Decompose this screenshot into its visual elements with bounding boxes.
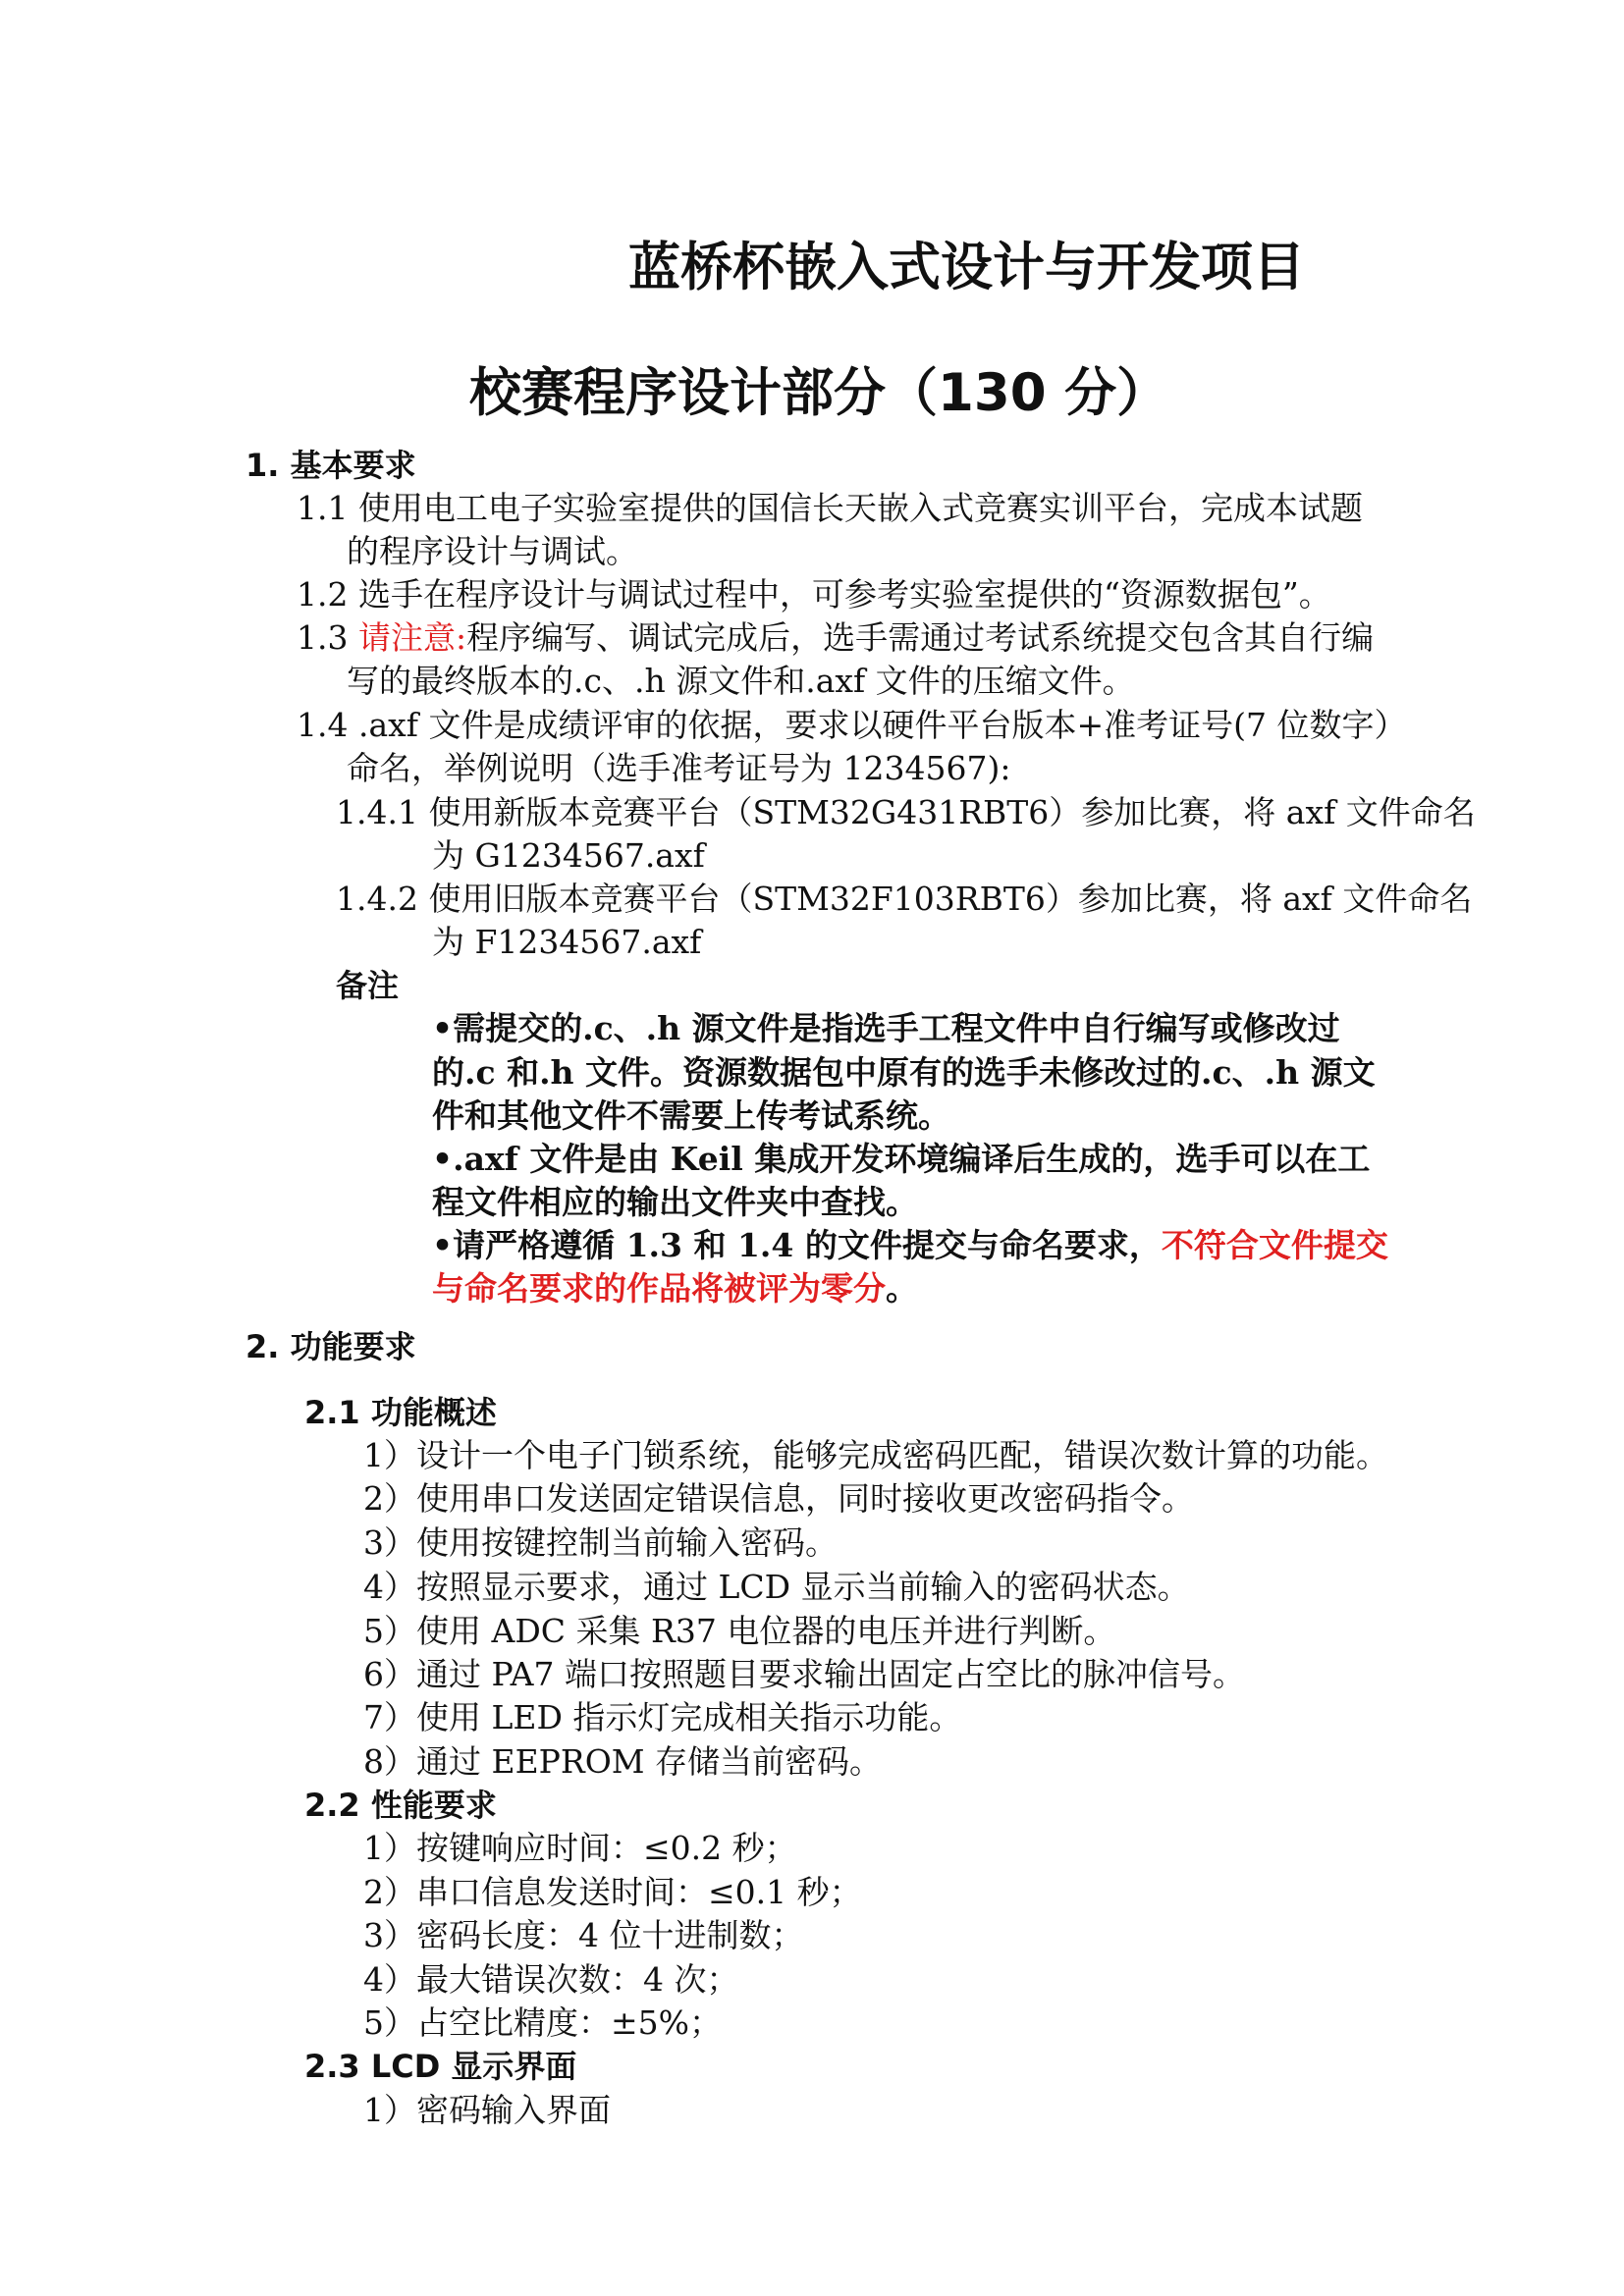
display-item: 1）密码输入界面 [363,2091,611,2129]
item-1-3-number: 1.3 [297,618,358,657]
function-item: 5）使用 ADC 采集 R37 电位器的电压并进行判断。 [363,1612,1116,1650]
remark-3-end: 。 [886,1269,918,1308]
remark-3-line-1 [432,1224,1388,1267]
performance-item: 5）占空比精度：±5%； [363,2003,722,2042]
remark-1-line-3: 件和其他文件不需要上传考试系统。 [432,1096,950,1135]
remark-3-warning: 不符合文件提交 [1161,1226,1388,1264]
subsection-2-2: 2.2 性能要求 [304,1787,497,1824]
item-1-4: 1.4 .axf 文件是成绩评审的依据，要求以硬件平台版本+准考证号(7 位数字） [297,706,1407,744]
function-item: 8）通过 EEPROM 存储当前密码。 [363,1742,883,1781]
item-1-2: 1.2 选手在程序设计与调试过程中，可参考实验室提供的“资源数据包”。 [297,575,1331,614]
item-1-4-2-cont: 为 F1234567.axf [432,923,702,961]
function-item: 4）按照显示要求，通过 LCD 显示当前输入的密码状态。 [363,1568,1190,1606]
attention-note: 请注意: [357,618,467,657]
remark-heading: 备注 [336,967,400,1004]
function-item: 2）使用串口发送固定错误信息，同时接收更改密码指令。 [363,1479,1194,1518]
function-item: 6）通过 PA7 端口按照题目要求输出固定占空比的脉冲信号。 [363,1655,1245,1693]
performance-item: 2）串口信息发送时间：≤0.1 秒； [363,1873,862,1911]
function-item: 1）设计一个电子门锁系统，能够完成密码匹配，错误次数计算的功能。 [363,1436,1388,1474]
subsection-2-1: 2.1 功能概述 [304,1394,497,1431]
remark-1-line-1: •需提交的.c、.h 源文件是指选手工程文件中自行编写或修改过 [432,1009,1340,1047]
performance-item: 1）按键响应时间：≤0.2 秒； [363,1829,797,1867]
item-1-4-1: 1.4.1 使用新版本竞赛平台（STM32G431RBT6）参加比赛，将 axf 文件命名 [336,793,1476,831]
performance-item: 4）最大错误次数：4 次； [363,1960,739,1999]
remark-2-line-2: 程文件相应的输出文件夹中查找。 [432,1183,918,1221]
remark-2-line-1: •.axf 文件是由 Keil 集成开发环境编译后生成的，选手可以在工 [432,1140,1371,1178]
remark-3-warning-cont: 与命名要求的作品将被评为零分 [432,1269,886,1308]
document-subtitle: 校赛程序设计部分（130 分） [469,363,1169,423]
section-1-heading: 1. 基本要求 [245,447,416,484]
item-1-4-2: 1.4.2 使用旧版本竞赛平台（STM32F103RBT6）参加比赛，将 axf 文件命名 [336,880,1473,918]
item-1-1-cont: 的程序设计与调试。 [347,532,638,570]
remark-3-line-2 [432,1267,918,1310]
document-title: 蓝桥杯嵌入式设计与开发项目 [628,238,1305,297]
item-1-1: 1.1 使用电工电子实验室提供的国信长天嵌入式竞赛实训平台，完成本试题 [297,489,1363,527]
remark-3-text: •请严格遵循 1.3 和 1.4 的文件提交与命名要求， [432,1226,1162,1264]
item-1-3-text: 程序编写、调试完成后，选手需通过考试系统提交包含其自行编 [466,618,1375,657]
item-1-3-cont: 写的最终版本的.c、.h 源文件和.axf 文件的压缩文件。 [347,662,1135,700]
item-1-3 [297,616,1374,660]
remark-1-line-2: 的.c 和.h 文件。资源数据包中原有的选手未修改过的.c、.h 源文 [432,1053,1376,1092]
item-1-4-1-cont: 为 G1234567.axf [432,836,705,875]
section-2-heading: 2. 功能要求 [245,1328,416,1365]
item-1-4-cont: 命名，举例说明（选手准考证号为 1234567): [347,749,1011,787]
function-item: 7）使用 LED 指示灯完成相关指示功能。 [363,1698,962,1736]
function-item: 3）使用按键控制当前输入密码。 [363,1523,838,1562]
subsection-2-3: 2.3 LCD 显示界面 [304,2048,577,2085]
performance-item: 3）密码长度：4 位十进制数； [363,1916,804,1954]
